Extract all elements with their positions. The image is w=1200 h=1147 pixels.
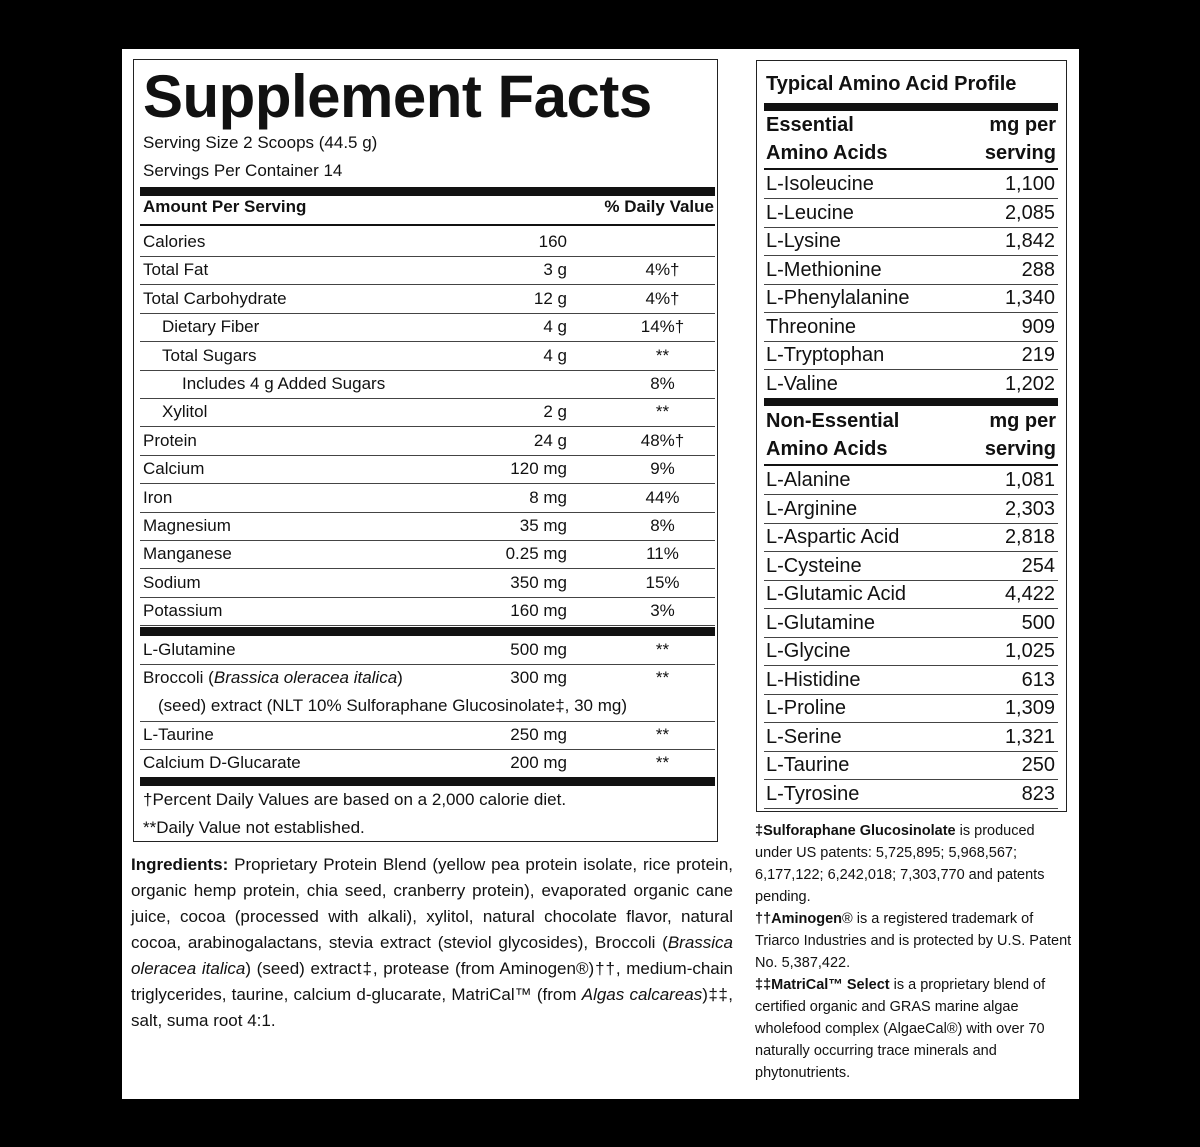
ingredient-row [140, 636, 715, 665]
nutrient-row [140, 484, 715, 513]
amino-mg: 1,321 [1004, 725, 1055, 748]
unit-label: mg per [989, 410, 1056, 432]
daily-value-label: % Daily Value [604, 197, 714, 216]
amino-name: L-Tryptophan [766, 344, 885, 366]
nonessential-header-unit [985, 407, 1056, 463]
amino-row [764, 256, 1058, 285]
divider [140, 224, 715, 226]
note-text: is a proprietary blend of certified organic and GRAS marine algae wholefood complex (AlgaeCal®) with over 70 naturally occurring trace minerals and phytonutrients. [755, 977, 1046, 1081]
thick-divider [764, 398, 1058, 406]
note [755, 820, 1075, 908]
unit-label: serving [984, 142, 1056, 164]
amino-row [764, 780, 1058, 809]
amino-mg: 2,085 [1004, 201, 1055, 224]
note-text: ® is a registered trademark of Triarco Industries and is protected by U.S. Patent No. 5,387,422. [755, 911, 1072, 971]
amino-name: L-Valine [766, 372, 838, 395]
amino-row [764, 694, 1058, 723]
amino-mg: 1,309 [1004, 697, 1055, 719]
nutrient-dv: 4%† [645, 288, 680, 308]
amino-mg: 1,025 [1004, 640, 1055, 662]
nutrient-amount: 12 g [533, 288, 567, 308]
nutrient-name: Iron [143, 487, 173, 507]
amino-mg: 219 [1021, 344, 1055, 366]
amino-mg: 1,842 [1004, 230, 1055, 252]
ingredient-name-part: Broccoli ( [143, 668, 214, 687]
note-bold: ‡‡MatriCal™ Select [755, 977, 890, 993]
nutrient-dv: 15% [645, 572, 680, 592]
nutrient-dv: 11% [646, 544, 679, 564]
nutrient-amount: 35 mg [519, 516, 567, 535]
nutrient-dv: 48%† [640, 430, 685, 450]
nutrient-amount: 24 g [533, 430, 567, 450]
amino-name: L-Cysteine [766, 554, 862, 577]
amino-row [764, 370, 1058, 399]
nutrient-amount: 4 g [543, 345, 567, 365]
nutrient-name: Dietary Fiber [162, 317, 260, 337]
ingredients-italic: Algas calcareas [581, 985, 703, 1004]
nutrient-dv: 3% [650, 601, 675, 621]
amino-name: L-Phenylalanine [766, 287, 910, 309]
ingredient-row [140, 749, 715, 778]
thick-divider [140, 627, 715, 636]
amino-mg: 1,081 [1004, 469, 1055, 491]
nutrient-row [140, 256, 715, 285]
ingredient-detail: (seed) extract (NLT 10% Sulforaphane Glucosinolate‡, 30 mg) [158, 696, 628, 715]
note-bold: ††Aminogen [755, 911, 843, 927]
ingredient-dv: ** [655, 668, 670, 687]
nutrient-amount: 2 g [543, 402, 567, 422]
amino-name: L-Glutamine [766, 611, 875, 634]
nutrient-row [140, 540, 715, 569]
amino-row [764, 199, 1058, 228]
ingredient-dv: ** [655, 725, 670, 744]
essential-header [766, 111, 1056, 167]
nutrient-dv: ** [655, 345, 670, 365]
ingredients-part: Proprietary Protein Blend (yellow pea protein isolate, rice protein, organic hemp protein, chia seed, cranberry protein), evaporated organic cane juice, cocoa (processed with alkali), xylitol, natural chocolate flavor, natural cocoa, arabinogalactans, stevia extract (steviol glycosides), Broccoli ( [131, 855, 733, 952]
nutrient-name: Total Carbohydrate [143, 288, 287, 308]
supplement-facts-title: Supplement Facts [143, 63, 652, 130]
servings-per-container: Servings Per Container 14 [143, 161, 343, 180]
ingredient-dv: ** [655, 753, 670, 772]
nutrient-row [140, 398, 715, 427]
ingredient-row [140, 721, 715, 750]
amino-name: L-Leucine [766, 201, 854, 224]
nutrient-name: Calories [143, 232, 206, 251]
amino-mg: 288 [1021, 258, 1055, 281]
nutrient-dv: ** [655, 402, 670, 422]
amino-name: L-Glutamic Acid [766, 583, 907, 605]
amino-row [764, 609, 1058, 638]
footnote-not-established: **Daily Value not established. [143, 818, 365, 837]
nutrient-name: Potassium [143, 601, 223, 621]
amino-row [764, 227, 1058, 256]
ingredients-part: ) (seed) extract‡, protease (from Aminogen®)††, medium-chain triglycerides, taurine, calcium d-glucarate, MatriCal™ (from [131, 959, 733, 1004]
nutrient-name: Sodium [143, 572, 201, 592]
ingredient-row [140, 664, 715, 722]
nutrient-dv: 8% [650, 516, 675, 535]
amino-row [764, 523, 1058, 552]
serving-size: Serving Size 2 Scoops (44.5 g) [143, 133, 378, 152]
ingredient-name-part: L-Taurine [143, 725, 214, 744]
nutrient-row [140, 569, 715, 598]
ingredient-name-italic: Brassica oleracea italica [213, 668, 398, 687]
nutrient-amount: 3 g [543, 260, 567, 280]
amino-row [764, 466, 1058, 495]
amino-name: L-Tyrosine [766, 782, 860, 805]
note-text: is produced under US patents: 5,725,895; 5,968,567; 6,177,122; 6,242,018; 7,303,770 and patents pending. [755, 823, 1045, 905]
ingredient-name-part: Calcium D-Glucarate [143, 753, 301, 772]
nutrient-name: Calcium [143, 459, 205, 479]
amino-name: L-Isoleucine [766, 173, 874, 195]
thick-divider [764, 103, 1058, 111]
amino-mg: 823 [1021, 782, 1055, 805]
amino-mg: 909 [1021, 315, 1055, 338]
note [755, 908, 1075, 974]
nutrient-dv: 8% [650, 374, 675, 393]
nutrient-dv: 44% [645, 487, 680, 507]
ingredients-label: Ingredients: [131, 855, 229, 874]
nutrient-row [140, 228, 715, 257]
amino-row [764, 170, 1058, 199]
amino-mg: 500 [1021, 611, 1055, 634]
amino-row [764, 723, 1058, 752]
nutrient-amount: 160 mg [510, 601, 567, 621]
ingredient-name [143, 640, 236, 660]
nutrient-name: Protein [143, 430, 197, 450]
amino-name: L-Alanine [766, 469, 851, 491]
amino-name: L-Lysine [766, 230, 841, 252]
ingredient-name-part: L-Glutamine [143, 640, 236, 659]
nutrient-row [140, 512, 715, 541]
amino-row [764, 313, 1058, 342]
nutrient-amount: 4 g [543, 317, 567, 337]
nutrient-amount: 8 mg [529, 487, 567, 507]
amino-name: L-Arginine [766, 497, 858, 520]
ingredient-amount: 250 mg [510, 725, 567, 744]
amino-row [764, 751, 1058, 780]
amino-profile-title: Typical Amino Acid Profile [766, 73, 1017, 95]
amino-name: L-Methionine [766, 258, 882, 281]
nonessential-header-label: Non-Essential [766, 410, 900, 432]
amino-mg: 254 [1021, 554, 1055, 577]
note [755, 974, 1075, 1084]
nutrient-row [140, 342, 715, 371]
footnote-dv: †Percent Daily Values are based on a 2,000 calorie diet. [143, 790, 567, 809]
amino-name: L-Glycine [766, 640, 851, 662]
amino-name: L-Taurine [766, 754, 850, 776]
ingredients-text [131, 852, 733, 1034]
unit-label: mg per [989, 114, 1056, 136]
thick-divider [140, 187, 715, 196]
nutrient-name: Magnesium [143, 516, 231, 535]
ingredient-amount: 300 mg [510, 668, 567, 687]
nutrient-row [140, 455, 715, 484]
amino-row [764, 666, 1058, 695]
essential-header-label: Amino Acids [766, 142, 888, 164]
amino-mg: 250 [1021, 754, 1055, 776]
nutrient-dv: 14%† [640, 317, 685, 337]
amino-name: Threonine [766, 315, 857, 338]
ingredient-name [143, 668, 403, 688]
amino-row [764, 552, 1058, 581]
nutrient-name: Xylitol [162, 402, 208, 422]
amino-mg: 2,303 [1004, 497, 1055, 520]
amino-name: L-Histidine [766, 668, 861, 691]
trademark-notes [755, 820, 1075, 1084]
amino-mg: 1,100 [1004, 173, 1055, 195]
amino-row [764, 580, 1058, 609]
amino-name: L-Serine [766, 725, 842, 748]
amino-row [764, 341, 1058, 370]
ingredients-part: )‡‡, salt, suma root 4:1. [131, 985, 733, 1030]
unit-label: serving [984, 438, 1056, 460]
nutrient-dv: 4%† [645, 260, 680, 280]
ingredient-name-part: ) [397, 668, 403, 687]
amino-mg: 4,422 [1004, 583, 1055, 605]
note-bold: ‡Sulforaphane Glucosinolate [755, 823, 956, 839]
ingredients-italic: Brassica oleracea italica [131, 933, 733, 978]
nutrient-amount: 120 mg [510, 459, 567, 479]
amount-per-serving-label: Amount Per Serving [143, 197, 307, 216]
amino-name: L-Proline [766, 697, 847, 719]
amino-row [764, 284, 1058, 313]
amount-header [143, 197, 714, 217]
amino-mg: 1,202 [1004, 372, 1055, 395]
nutrient-amount: 0.25 mg [505, 544, 567, 564]
amino-mg: 2,818 [1004, 526, 1055, 548]
nutrient-name: Manganese [143, 544, 232, 564]
ingredient-name [143, 725, 214, 745]
essential-header-unit [985, 111, 1056, 167]
nutrient-name: Total Fat [143, 260, 209, 280]
nutrient-row [140, 313, 715, 342]
nutrient-row [140, 427, 715, 456]
amino-name: L-Aspartic Acid [766, 526, 900, 548]
ingredient-dv: ** [655, 640, 670, 659]
nutrient-amount: 350 mg [510, 572, 567, 592]
nonessential-header-label: Amino Acids [766, 438, 888, 460]
nutrient-amount: 160 [538, 232, 567, 251]
essential-header-label: Essential [766, 114, 854, 136]
nutrient-name: Includes 4 g Added Sugars [182, 374, 386, 393]
nutrient-dv: 9% [650, 459, 675, 479]
amino-row [764, 637, 1058, 666]
amino-mg: 613 [1021, 668, 1055, 691]
nonessential-header [766, 407, 1056, 463]
amino-row [764, 495, 1058, 524]
nutrient-row [140, 597, 715, 626]
ingredient-amount: 200 mg [510, 753, 567, 772]
nutrient-name: Total Sugars [162, 345, 257, 365]
thick-divider [140, 777, 715, 786]
ingredient-amount: 500 mg [510, 640, 567, 659]
nutrient-row [140, 370, 715, 399]
amino-mg: 1,340 [1004, 287, 1055, 309]
ingredient-name [143, 753, 301, 773]
nutrient-row [140, 285, 715, 314]
